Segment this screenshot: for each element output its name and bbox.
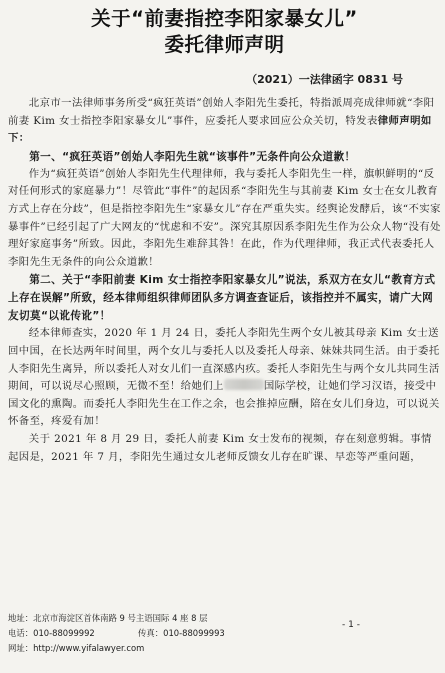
letterhead-footer — [8, 611, 437, 656]
section-2-body-part-b: 国际学校，让她们学习汉语，接受中国文化的熏陶。而委托人李阳先生在工作之余，也会推掉应酬，陪在女儿们身边，可以说关怀备至，疼爱有加！ — [8, 380, 440, 428]
section-2-body — [8, 325, 441, 431]
document-number: （2021）一法律函字 0831 号 — [246, 73, 403, 86]
intro-paragraph: 北京市一法律师事务所受“疯狂英语”创始人李阳先生委托，特指派周亮成律师就“李阳前妻 Kim 女士指控李阳家暴女儿”事件，应委托人要求回应公众关切，特发表律师声明如下： — [8, 97, 435, 145]
section-1-body: 作为“疯狂英语”创始人李阳先生代理律师，我与委托人李阳先生一样，旗帜鲜明的“反对任何形式的家庭暴力”！尽管此“事件”的起因系“李阳先生与其前妻 Kim 女士在女儿教育方式上存在分歧”，但是指控李阳先生“家暴女儿”存在严重失实。经舆论发酵后，该“不实家暴事件”已经引起了广大网友的“忧虑和不安”。深究其原因系李阳先生作为公众人物“没有处理好家庭事务”所致。因此，李阳先生难辞其咎！在此，作为代理律师，我正式代表委托人李阳先生无条件的向公众道歉！ — [8, 167, 441, 268]
footer-fax: 传真：010-88099993 — [138, 628, 225, 638]
document-title-line1: 关于“前妻指控李阳家暴女儿” — [91, 7, 358, 30]
footer-phone: 电话：010-88099992 — [8, 628, 95, 638]
footer-address: 地址：北京市海淀区首体南路 9 号主语国际 4 座 8 层 — [8, 613, 208, 623]
footer-website[interactable]: 网址：http://www.yifalawyer.com — [8, 643, 145, 653]
section-2-heading: 第二、关于“李阳前妻 Kim 女士指控李阳家暴女儿”说法，系双方在女儿“教育方式上存在误解”所致，经本律师组织律师团队多方调查查证后，该指控并不属实，请广大网友切莫“以讹传讹”！ — [8, 274, 436, 323]
page-number: - 1 - — [342, 620, 360, 630]
document-title-line2: 委托律师声明 — [164, 33, 285, 56]
intro-bold-tail: 律师声明如下： — [8, 114, 432, 145]
section-2-body-part-a: 经本律师查实，2020 年 1 月 24 日，委托人李阳先生两个女儿被其母亲 Kim 女士送回中国，在长达两年时间里，两个女儿与委托人以及委托人母亲、妹妹共同生活。由于委托人李阳先生离异，所以委托人对女儿们一直深感内疚。委托人李阳先生与两个女儿共同生活期间，可以说尽心照顾，无微不至！给她们上 — [8, 327, 440, 393]
document-body — [8, 95, 441, 466]
section-1-heading: 第一、“疯狂英语”创始人李阳先生就“该事件”无条件向公众道歉！ — [29, 150, 356, 163]
section-3-start: 关于 2021 年 8 月 29 日，委托人前妻 Kim 女士发布的视频，存在刻意剪辑。事情起因是，2021 年 7 月，李阳先生通过女儿老师反馈女儿存在旷课、早恋等严重问题， — [8, 432, 432, 463]
redacted-school-name — [224, 379, 264, 390]
